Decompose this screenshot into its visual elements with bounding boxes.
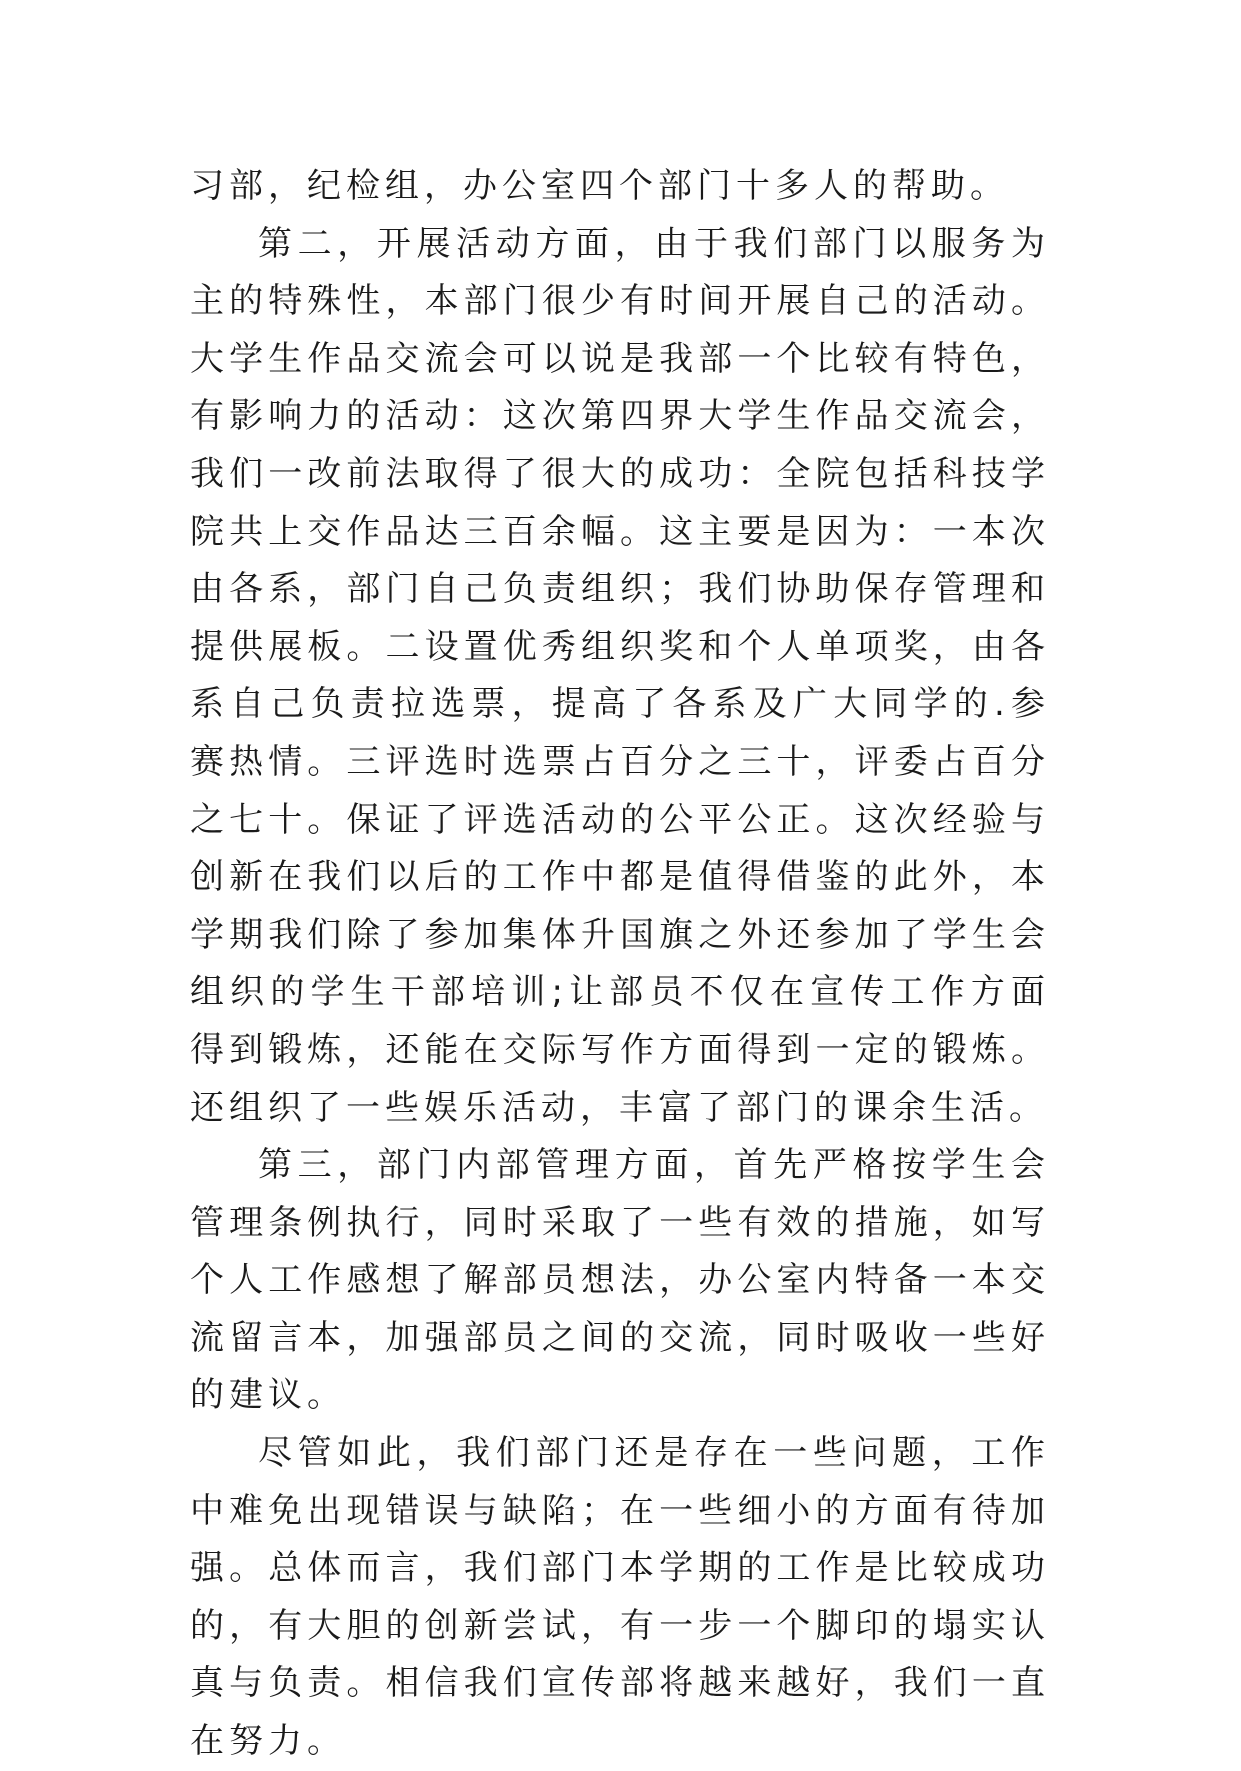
paragraph-continuation: 习部，纪检组，办公室四个部门十多人的帮助。 bbox=[190, 166, 1009, 206]
paragraph-internal-management: 第三，部门内部管理方面，首先严格按学生会管理条例执行，同时采取了一些有效的措施，如写个人工作感想了解部员想法，办公室内特备一本交流留言本，加强部员之间的交流，同时吸收一些好的建议。 bbox=[190, 1145, 1050, 1416]
document-body bbox=[190, 158, 1050, 1771]
paragraph-activities: 第二，开展活动方面，由于我们部门以服务为主的特殊性，本部门很少有时间开展自己的活动。大学生作品交流会可以说是我部一个比较有特色，有影响力的活动：这次第四界大学生作品交流会，我们一改前法取得了很大的成功：全院包括科技学院共上交作品达三百余幅。这主要是因为：一本次由各系，部门自己负责组织；我们协助保存管理和提供展板。二设置优秀组织奖和个人单项奖，由各系自己负责拉选票，提高了各系及广大同学的.参赛热情。三评选时选票占百分之三十，评委占百分之七十。保证了评选活动的公平公正。这次经验与创新在我们以后的工作中都是值得借鉴的此外，本学期我们除了参加集体升国旗之外还参加了学生会组织的学生干部培训;让部员不仅在宣传工作方面得到锻炼，还能在交际写作方面得到一定的锻炼。还组织了一些娱乐活动，丰富了部门的课余生活。 bbox=[190, 223, 1050, 1128]
paragraph-conclusion: 尽管如此，我们部门还是存在一些问题，工作中难免出现错误与缺陷；在一些细小的方面有待加强。总体而言，我们部门本学期的工作是比较成功的，有大胆的创新尝试，有一步一个脚印的塌实认真与负责。相信我们宣传部将越来越好，我们一直在努力。 bbox=[190, 1433, 1050, 1762]
